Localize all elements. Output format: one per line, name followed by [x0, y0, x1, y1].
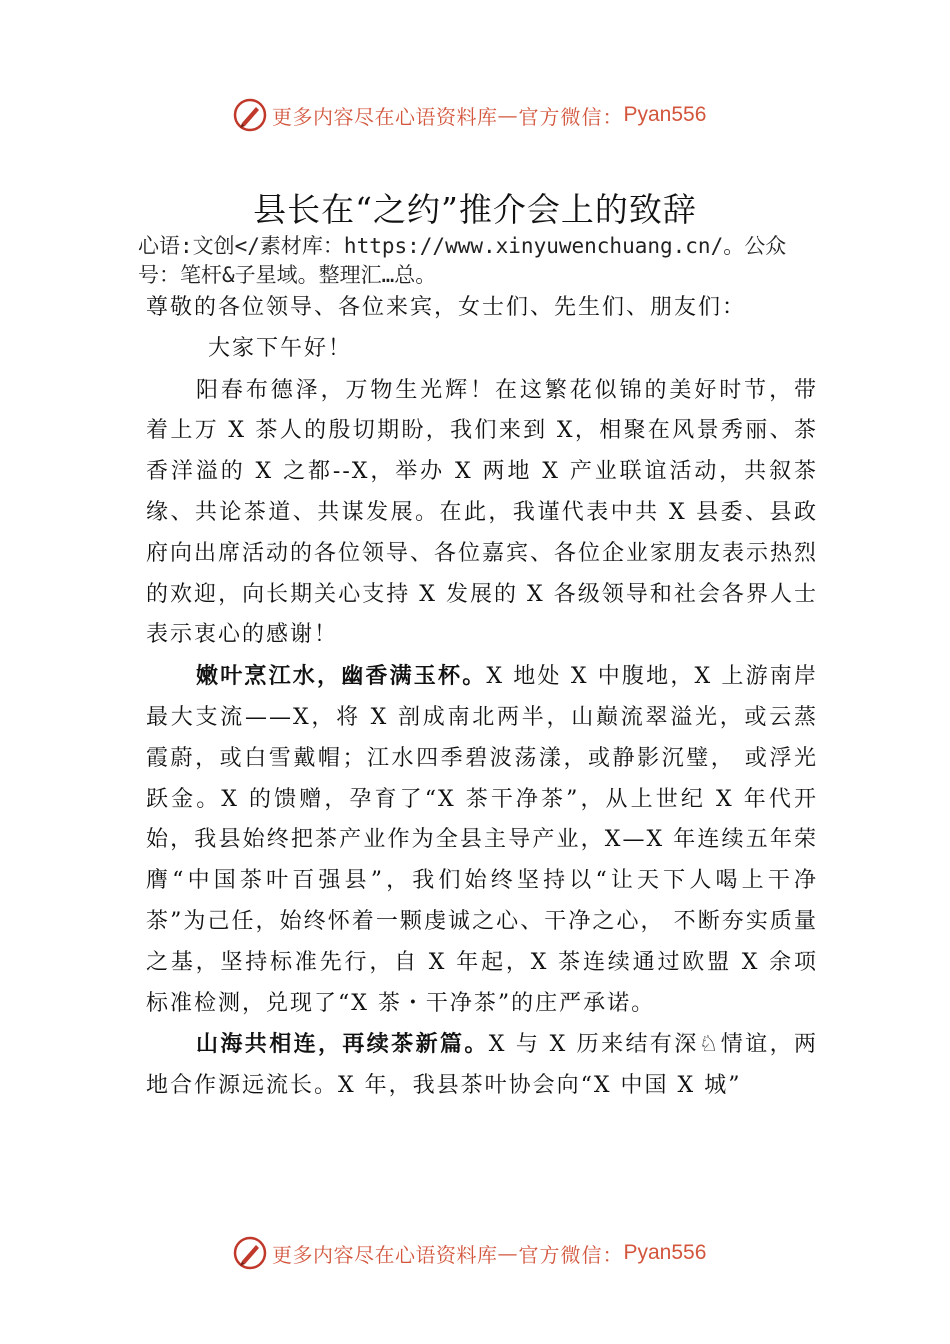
- banner-main-text: 更多内容尽在心语资料库: [272, 1242, 498, 1267]
- paragraph: [146, 1024, 818, 1107]
- document-title: 县长在“之约”推介会上的致辞: [253, 190, 697, 229]
- source-note: 心语:文创</素材库：https://www.xinyuwenchuang.cn/。公众号：笔杆&子星域。整理汇…总。: [138, 234, 787, 287]
- paragraph-text: X 与 X 历来结有深♘情谊，两地合作源远流长。X 年，我县茶叶协会向“X 中国 X 城”: [146, 1032, 818, 1099]
- banner-main-text: 更多内容尽在心语资料库: [272, 104, 498, 129]
- header-banner: [232, 95, 706, 135]
- pen-logo-icon: [232, 1235, 268, 1271]
- paragraph-text: 阳春布德泽，万物生光辉！在这繁花似锦的美好时节，带着上万 X 茶人的殷切期盼，我们来到 X，相聚在风景秀丽、茶香洋溢的 X 之都--X，举办 X 两地 X 产业联谊活动，共叙茶缘、共论茶道、共谋发展。在此，我谨代表中共 X 县委、县政府向出席活动的各位领导、各位嘉宾、各位企业家朋友表示热烈的欢迎，向长期关心支持 X 发展的 X 各级领导和社会各界人士表示衷心的感谢！: [146, 377, 819, 648]
- greeting: 大家下午好！: [208, 335, 353, 361]
- paragraph-text: X 地处 X 中腹地，X 上游南岸最大支流——X，将 X 剖成南北两半，山巅流翠溢光，或云蒸霞蔚，或白雪戴帽；江水四季碧波荡漾，或静影沉璧， 或浮光跃金。X 的馈赠，孕育了“X 茶干净茶”，从上世纪 X 年代开始，我县始终把茶产业作为全县主导产业，X—X 年连续五年荣膺“中国茶叶百强县”，我们始终坚持以“让天下人喝上干净茶”为己任，始终怀着一颗虔诚之心、干净之心， 不断夯实质量之基，坚持标准先行，自 X 年起，X 茶连续通过欧盟 X 余项标准检测，兑现了“X 茶・干净茶”的庄严承诺。: [146, 664, 818, 1016]
- paragraph: [146, 656, 818, 1024]
- document-body: [146, 288, 818, 1107]
- footer-banner: [232, 1233, 706, 1273]
- paragraph-lead: 山海共相连，再续茶新篇。: [196, 1031, 489, 1058]
- banner-wechat-label: 官方微信：: [518, 104, 624, 129]
- banner-dash: —: [497, 103, 519, 127]
- banner-dash: —: [497, 1241, 519, 1265]
- salutation: 尊敬的各位领导、各位来宾，女士们、先生们、朋友们：: [146, 295, 747, 320]
- paragraph: [146, 370, 818, 657]
- banner-wechat-id: Pyan556: [623, 103, 707, 126]
- banner-wechat-id: Pyan556: [623, 1241, 707, 1264]
- banner-wechat-label: 官方微信：: [518, 1242, 624, 1267]
- paragraph-lead: 嫩叶烹江水，幽香满玉杯。: [196, 663, 487, 690]
- pen-logo-icon: [232, 97, 268, 133]
